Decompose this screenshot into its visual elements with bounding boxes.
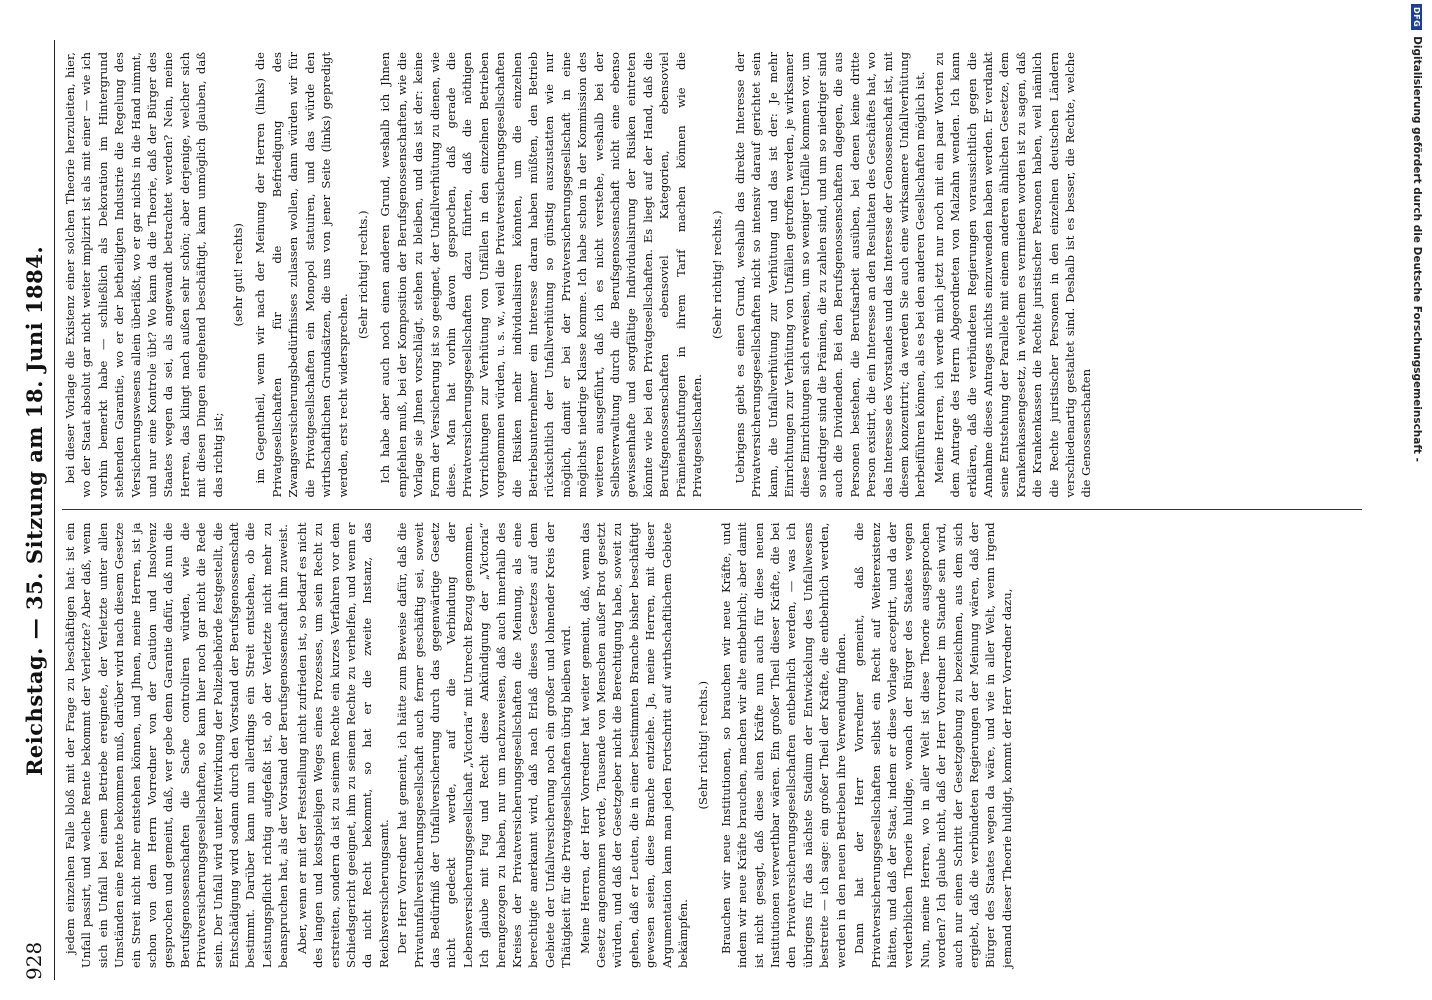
paragraph: Uebrigens giebt es einen Grund, weshalb das direkte Interesse der Privatversicherungsgesellschaften nicht so intensiv darauf gerichtet sein kann, die Unfallverhütung zur Verhütung und das ist der: Je mehr Einrichtungen zur Verhütung von Unfällen getroffen werden, je wirksamer diese Einrichtungen sich erweisen, um so weniger Unfälle kommen vor, um so niedriger sind die Prämien, die zu zahlen sind, und um so niedriger sind auch die Dividenden. Bei den Berufsgenossenschaften dagegen, die aus Personen bestehen, die Berufsarbeit ausüben, bei denen keine dritte Person existirt, die ein Interesse an den Resultaten des Geschäftes hat, wo das Interesse des Vorstandes und das Interesse der Genossenschaft ist, mit diesem konzentrirt; da werden Sie auch eine wirksamere Unfallverhütung herbeiführen können, als es bei den anderen Gesellschaften möglich ist. bbox=[732, 52, 928, 498]
reaction-note: (sehr gut! rechts) bbox=[231, 223, 246, 327]
reaction-note: (Sehr richtig! rechts.) bbox=[355, 210, 370, 340]
credit-label bbox=[1406, 4, 1428, 996]
paragraph: Ich habe aber auch noch einen anderen Grund, weshalb ich Jhnen empfehlen muß, bei der Komposition der Berufsgenossenschaften, wie die Vorlage sie Jhnen vorschlägt, stehen zu bleiben, und das ist der: keine Form der Versicherung ist so geeignet, der Unfallverhütung zu dienen, wie diese. Man hat vorhin davon gesprochen, daß gerade die Privatversicherungsgesellschaften dazu führten, daß die nöthigen Vorrichtungen zur Verhütung von Unfällen in den einzelnen Betrieben vorgenommen würden, u. s. w., weil die Privatversicherungsgesellschaften die Risiken mehr individualisiren könnten, um die einzelnen Betriebsunternehmer ein Interesse daran haben müßten, den Betrieb rücksichtlich der Unfallverhütung so günstig auszustatten wie nur möglich, damit er bei der Privatversicherungsgesellschaft in eine möglichst niedrige Klasse komme. Ich habe schon in der Kommission des weiteren ausgeführt, daß ich es nicht verstehe, weshalb bei der Selbstverwaltung durch die Berufsgenossenschaft nicht eine ebenso gewissenhafte und sorgfältige Individualisirung der Risiken eintreten könnte wie bei den Privatgesellschaften. Es liegt auf der Hand, daß die Berufsgenossenschaften ebensoviel Kategorien, ebensoviel Prämienabstufungen in ihrem Tarif machen können wie die Privatgesellschaften. bbox=[378, 52, 705, 498]
page-number: 928 bbox=[22, 941, 46, 980]
paragraph: Meine Herren, der Herr Vorredner hat weiter gemeint, daß, wenn das Gesetz angenommen werde, Tausende von Menschen außer Brot gesetzt würden, und daß der Gesetzgeber nicht die Berechtigung habe, soweit zu gehen, daß er Leuten, die in einer bestimmten Branche bisher beschäftigt gewesen seien, diese Branche entziehe. Ja, meine Herren, mit dieser Argumentation kann man jeden Fortschritt auf wirthschaftlichem Gebiete bekämpfen. bbox=[577, 522, 691, 968]
text-column-right bbox=[62, 40, 1362, 510]
paragraph: Der Herr Vorredner hat gemeint, ich hätte zum Beweise dafür, daß die Privatunfallversicherungsgesellschaft auch ferner geschäftig sei, soweit das Bedürfniß der Unfallversicherung durch das gegenwärtige Gesetz nicht gedeckt werde, auf die Verbindung der Lebensversicherungsgesellschaft „Victoria“ mit Unrecht Bezug genommen. Ich glaube mit Fug und Recht diese Ankündigung der „Victoria“ herangezogen zu haben, nur um nachzuweisen, daß auch innerhalb des Kreises der Privatversicherungsgesellschaften die Meinung, als eine berechtigte anerkannt wird, daß nach Erlaß dieses Gesetzes auf dem Gebiete der Unfallversicherung noch ein großer und lohnender Kreis der Thätigkeit für die Privatgesellschaften übrig bleiben wird. bbox=[395, 522, 574, 968]
paragraph: Meine Herren, ich werde mich jetzt nur noch mit ein paar Worten zu dem Antrage des Herrn Abgeordneten von Malzahn wenden. Ich kann erklären, daß die verbündeten Regierungen voraussichtlich gegen die Annahme dieses Antrages nichts einzuwenden haben werden. Er verdankt seine Entstehung der Parallele mit einem anderen ähnlichen Gesetze, dem Krankenkassengesetz, in welchem es vermieden worden ist zu sagen, daß die Krankenkassen die Rechte juristischer Personen haben, weil nämlich die Rechte juristischer Personen in den einzelnen deutschen Ländern verschiedenartig gestaltet sind. Deshalb ist es besser, die Rechte, welche die Genossenschaften bbox=[931, 52, 1094, 498]
paragraph: Brauchen wir neue Institutionen, so brauchen wir neue Kräfte, und indem wir neue Kräfte brauchen, machen wir alte entbehrlich; aber damit ist nicht gesagt, daß diese alten Kräfte nun auch für diese neuen Institutionen verwerthbar wären. Ein großer Theil dieser Kräfte, die bei den Privatversicherungsgesellschaften entbehrlich werden, — was ich übrigens für das nächste Stadium der Entwickelung des Unfallwesens bestreite — ich sage: ein großer Theil der Kräfte, die entbehrlich werden, werden in den neuen Betrieben ihre Verwendung finden. bbox=[718, 522, 848, 968]
paragraph: Aber, wenn er mit der Feststellung nicht zufrieden ist, so bedarf es nicht des langen und kostspieligen Weges eines Prozesses, um sein Recht zu erstreiten, sondern da ist zu seinem Rechte ein kurzes Verfahren vor dem Schiedsgericht geeignet, ihm zu seinem Rechte zu verhelfen, und wenn er da nicht Recht bekommt, so hat er die zweite Instanz, das Reichsversicherungsamt. bbox=[294, 522, 391, 968]
credit-text: Digitalisierung gefördert durch die Deutsche Forschungsgemeinschaft - bbox=[1411, 36, 1423, 462]
text-column-left bbox=[62, 510, 1362, 981]
page-header bbox=[14, 40, 55, 980]
paragraph: im Gegentheil, wenn wir nach der Meinung der Herren (links) die Privatgesellschaften für die Befriedigung des Zwangsversicherungsbedürfnisses zulassen wollen, dann würden wir für die Privatgesellschaften ein Monopol statuiren, und das würde den wirthschaftlichen Grundsätzen, die uns von jener Seite (links) gepredigt werden, erst recht widersprechen. bbox=[253, 52, 350, 498]
text-columns bbox=[62, 40, 1362, 980]
reaction-note: (Sehr richtig! rechts.) bbox=[696, 680, 711, 810]
digitization-credit-strip bbox=[1406, 4, 1428, 996]
dfg-logo: DFG bbox=[1412, 4, 1423, 30]
reaction-note: (Sehr richtig! rechts.) bbox=[710, 210, 725, 340]
paragraph: bei dieser Vorlage die Existenz einer solchen Theorie herzuleiten, hier, wo der Staat absolut gar nicht weiter implizirt ist als mit einer — wie ich vorhin bemerkt habe — schließlich als Dekoration im Hintergrund stehenden Garantie, wo er der betheiligten Industrie die Regelung des Versicherungswesens allein überläßt, wo er gar nichts in die Hand nimmt, und nur eine Kontrole übt? Wo kann da die Theorie, daß der Bürger des Staates wegen da sei, als angewandt betrachtet werden? Nein, meine Herren, das klingt nach außen sehr schön; aber derjenige, welcher sich mit diesen Dingen eingehend beschäftigt, kann unmöglich glauben, daß das richtig ist; bbox=[63, 52, 225, 498]
page-title: Reichstag. — 35. Sitzung am 18. Juni 1884. bbox=[21, 245, 47, 777]
paragraph: Dann hat der Herr Vorredner gemeint, daß die Privatversicherungsgesellschaften selbst ein Recht auf Weiterexistenz hätten, und daß der Staat, indem er diese Vorlage acceptirt, und da der verderblichen Theorie huldige, wonach der Bürger des Staates wegen Nun, meine Herren, wo in aller Welt ist diese Theorie ausgesprochen worden? Ich glaube nicht, daß der Herr Vorredner im Stande sein wird, auch nur einen Schritt der Gesetzgebung zu bezeichnen, aus dem sich ergiebt, daß die verbündeten Regierungen der Meinung wären, daß der Bürger des Staates wegen da wäre, und wie in aller Welt, wenn irgend jemand dieser Theorie huldigt, kommt der Herr Vorredner dazu, bbox=[852, 522, 1014, 968]
paragraph: jedem einzelnen Falle bloß mit der Frage zu beschäftigen hat: ist ein Unfall passirt, und welche Rente bekommt der Verletzte? Aber daß, wenn sich ein Unfall bei einem Betriebe ereignete, der Verletzte unter allen Umständen eine Rente bekommen muß, darüber wird nach diesem Gesetze ein Streit nicht mehr entstehen können, und Jhnen, meine Herren, ist ja schon von dem Herrn Vorredner von der Caution und Insolvenz gesprochen und gemeint, daß, wer gebe denn Garantie dafür, daß nun die Berufsgenossenschaften die Sache controliren würden, wie die Privatversicherungsgesellschaften, so kann hier noch gar nicht die Rede sein. Der Unfall wird unter Mitwirkung der Polizeibehörde festgestellt, die Entschädigung wird sodann durch den Vorstand der Berufsgenossenschaft bestimmt. Darüber kann nun allerdings ein Streit entstehen, ob die Leistungspflicht richtig aufgefaßt ist, ob der Verletzte nicht mehr zu beanspruchen hat, als der Vorstand der Berufsgenossenschaft ihm zuweist. bbox=[63, 522, 291, 968]
